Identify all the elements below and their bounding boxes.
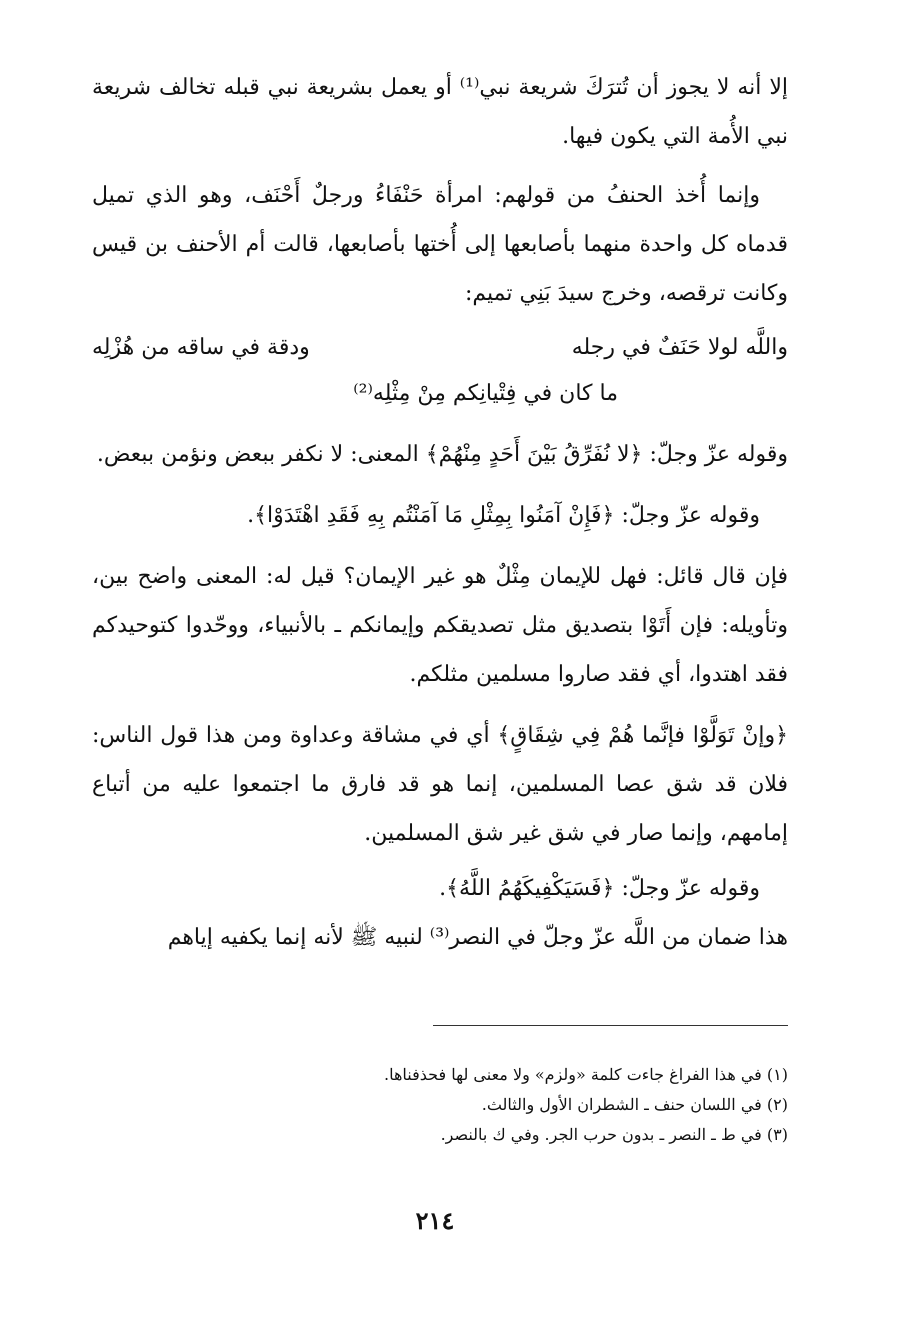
paragraph-2: وإنما أُخذ الحنفُ من قولهم: امرأة حَنْفَاءُ ورجلٌ أَحْنَف، وهو الذي تميل قدماه كل واحدة منهما بأصابعها إلى أُختها بأصابعها، قالت أم الأحنف بن قيس وكانت ترقصه، وخرج سيدَ بَنِي تميم: [92, 183, 788, 306]
verse-2 [92, 371, 788, 417]
paragraph-6: ﴿وإنْ تَوَلَّوْا فإنَّما هُمْ فِي شِقَاقٍ﴾ أي في مشاقة وعداوة ومن هذا قول الناس: فلان قد شق عصا المسلمين، إنما هو قد فارق ما اجتمعوا عليه من أتباع إمامهم، وإنما صار في شق غير شق المسلمين. [92, 723, 788, 846]
footnote-2: (٢) في اللسان حنف ـ الشطران الأول والثالث. [481, 1095, 788, 1114]
paragraph-4: وقوله عزّ وجلّ: ﴿فَإِنْ آمَنُوا بِمِثْلِ مَا آمَنْتُم بِهِ فَقَدِ اهْتَدَوْا﴾. [247, 503, 760, 528]
paragraph-5: فإن قال قائل: فهل للإيمان مِثْلٌ هو غير الإيمان؟ قيل له: المعنى واضح بين، وتأويله: فإن أَتَوْا بتصديق مثل تصديقكم وإيمانكم ـ بالأنبياء، ووحّدوا كتوحيدكم فقد اهتدوا، أي فقد صاروا مسلمين مثلكم. [92, 564, 789, 687]
opening-text [92, 63, 788, 318]
paragraph-8: هذا ضمان من اللَّه عزّ وجلّ في النصر⁽³⁾ لنبيه ﷺ لأنه إنما يكفيه إياهم [167, 925, 788, 950]
paragraph-3: وقوله عزّ وجلّ: ﴿لا نُفَرِّقُ بَيْنَ أَحَدٍ مِنْهُمْ﴾ المعنى: لا نكفر ببعض ونؤمن ببعض. [96, 442, 788, 467]
paragraph-7: وقوله عزّ وجلّ: ﴿فَسَيَكْفِيكَهُمُ اللَّهُ﴾. [439, 876, 760, 901]
verse-1-first-hemistich: واللَّه لولا حَنَفٌ في رجله [571, 335, 788, 360]
verse-1-second-hemistich: ودقة في ساقه من هُزْلِه [92, 335, 310, 360]
verse-1 [92, 325, 788, 371]
poem [92, 325, 788, 417]
main-text [92, 430, 788, 962]
paragraph-1: إلا أنه لا يجوز أن تُترَكَ شريعة نبي⁽¹⁾ أو يعمل بشريعة نبي قبله تخالف شريعة نبي الأُمة التي يكون فيها. [92, 75, 788, 149]
verse-2-hemistich: ما كان في فِتْيانِكم مِنْ مِثْلِه⁽²⁾ [353, 381, 618, 406]
page-number: ٢١٤ [415, 1206, 455, 1235]
footnotes [300, 1060, 788, 1150]
footnote-1: (١) في هذا الفراغ جاءت كلمة «ولزم» ولا معنى لها فحذفناها. [383, 1065, 788, 1084]
footnote-3: (٣) في ط ـ النصر ـ بدون حرب الجر. وفي ك بالنصر. [440, 1125, 788, 1144]
footnote-divider [433, 1025, 788, 1026]
